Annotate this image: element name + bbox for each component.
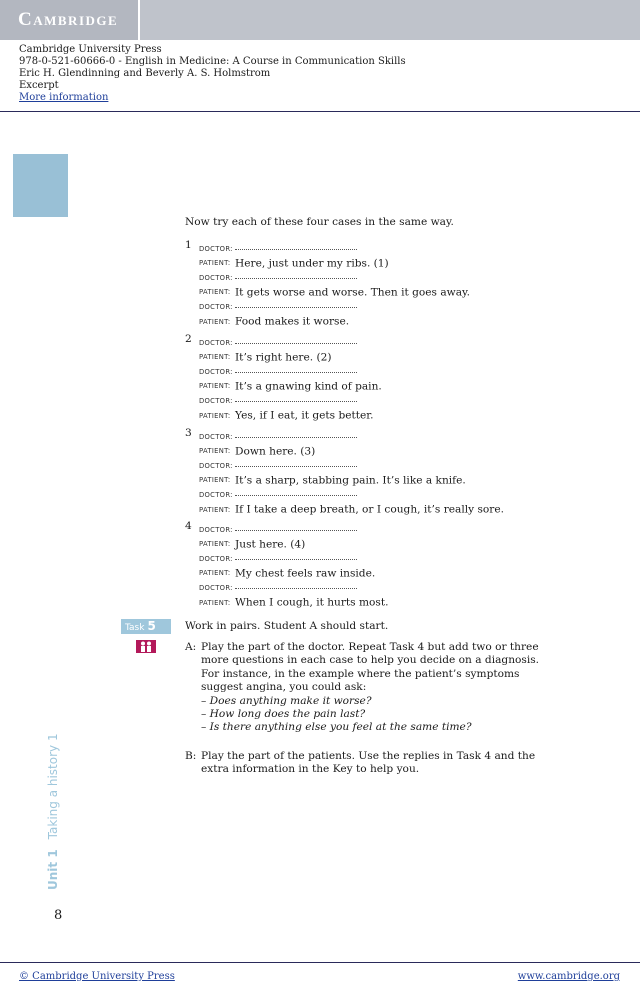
question-1: – Does anything make it worse?	[201, 694, 372, 707]
patient-label: PATIENT:	[199, 569, 231, 578]
cambridge-logo: Cambridge	[18, 9, 119, 30]
doctor-answer-blank[interactable]	[235, 524, 357, 531]
doctor-answer-blank[interactable]	[235, 431, 357, 438]
doctor-answer-blank[interactable]	[235, 489, 357, 496]
book-metadata	[19, 44, 406, 104]
question-3: – Is there anything else you feel at the same time?	[201, 721, 472, 734]
footer-divider	[0, 962, 640, 963]
patient-label: PATIENT:	[199, 353, 231, 362]
patient-label: PATIENT:	[199, 598, 231, 607]
patient-utterance: Here, just under my ribs. (1)	[235, 257, 389, 270]
doctor-label: DOCTOR:	[199, 525, 233, 534]
patient-utterance: It’s a gnawing kind of pain.	[235, 380, 382, 393]
doctor-label: DOCTOR:	[199, 554, 233, 563]
doctor-label: DOCTOR:	[199, 490, 233, 499]
unit-title: Taking a history 1	[46, 733, 60, 840]
case-3	[185, 427, 605, 515]
patient-line	[199, 441, 316, 458]
case-number: 3	[185, 427, 192, 439]
patient-label: PATIENT:	[199, 288, 231, 297]
doctor-line	[199, 548, 357, 562]
task-5-intro: Work in pairs. Student A should start.	[185, 620, 389, 632]
part-b-label: B:	[185, 750, 197, 762]
patient-label: PATIENT:	[199, 476, 231, 485]
part-b	[185, 750, 555, 777]
patient-line	[199, 405, 374, 422]
part-a	[185, 641, 555, 735]
task-5-badge	[121, 619, 171, 634]
doctor-label: DOCTOR:	[199, 273, 233, 282]
part-a-text: Play the part of the doctor. Repeat Task 4 but add two or three more questions in each case to help you decide on a diagnosis. For instance, in the example where the patient’s symptoms suggest angina, you could ask:	[201, 641, 540, 694]
patient-utterance: My chest feels raw inside.	[235, 567, 376, 580]
patient-utterance: It’s right here. (2)	[235, 351, 332, 364]
doctor-label: DOCTOR:	[199, 338, 233, 347]
patient-line	[199, 376, 382, 393]
doctor-answer-blank[interactable]	[235, 301, 357, 308]
doctor-label: DOCTOR:	[199, 432, 233, 441]
isbn-title: 978-0-521-60666-0 - English in Medicine: A Course in Communication Skills	[19, 56, 406, 67]
case-4	[185, 520, 605, 608]
patient-label: PATIENT:	[199, 540, 231, 549]
patient-label: PATIENT:	[199, 259, 231, 268]
patient-label: PATIENT:	[199, 505, 231, 514]
doctor-line	[199, 238, 357, 252]
patient-utterance: When I cough, it hurts most.	[235, 596, 389, 609]
patient-utterance: It gets worse and worse. Then it goes away.	[235, 286, 470, 299]
doctor-line	[199, 577, 357, 591]
authors: Eric H. Glendinning and Beverly A. S. Holmstrom	[19, 68, 271, 79]
doctor-line	[199, 426, 357, 440]
patient-line	[199, 499, 504, 516]
doctor-line	[199, 332, 357, 346]
task-number: 5	[147, 619, 156, 633]
task-label: Task	[125, 623, 145, 633]
unit-color-block	[13, 154, 68, 217]
doctor-line	[199, 296, 357, 310]
case-number: 2	[185, 333, 192, 345]
doctor-line	[199, 484, 357, 498]
doctor-answer-blank[interactable]	[235, 553, 357, 560]
patient-label: PATIENT:	[199, 447, 231, 456]
doctor-answer-blank[interactable]	[235, 366, 357, 373]
doctor-answer-blank[interactable]	[235, 460, 357, 467]
doctor-line	[199, 390, 357, 404]
patient-label: PATIENT:	[199, 317, 231, 326]
doctor-answer-blank[interactable]	[235, 337, 357, 344]
side-running-title	[46, 733, 60, 890]
doctor-answer-blank[interactable]	[235, 243, 357, 250]
doctor-label: DOCTOR:	[199, 396, 233, 405]
patient-utterance: Yes, if I eat, it gets better.	[235, 409, 374, 422]
patient-utterance: Food makes it worse.	[235, 315, 350, 328]
more-information-link[interactable]: More information	[19, 92, 109, 103]
patient-line	[199, 347, 332, 364]
case-1	[185, 239, 605, 327]
doctor-label: DOCTOR:	[199, 244, 233, 253]
patient-label: PATIENT:	[199, 382, 231, 391]
patient-line	[199, 563, 376, 580]
doctor-answer-blank[interactable]	[235, 395, 357, 402]
doctor-line	[199, 455, 357, 469]
case-number: 1	[185, 239, 192, 251]
page-number: 8	[54, 908, 63, 923]
part-a-label: A:	[185, 641, 197, 653]
top-banner	[0, 0, 640, 40]
website-link[interactable]: www.cambridge.org	[517, 971, 620, 982]
patient-line	[199, 470, 466, 487]
patient-line	[199, 534, 306, 551]
patient-label: PATIENT:	[199, 411, 231, 420]
header-divider	[0, 111, 640, 112]
case-2	[185, 333, 605, 421]
patient-utterance: If I take a deep breath, or I cough, it’s really sore.	[235, 503, 504, 516]
doctor-answer-blank[interactable]	[235, 272, 357, 279]
case-number: 4	[185, 520, 192, 532]
task-intro-text: Now try each of these four cases in the same way.	[185, 216, 454, 228]
doctor-label: DOCTOR:	[199, 583, 233, 592]
part-b-text: Play the part of the patients. Use the replies in Task 4 and the extra information in the Key to help you.	[201, 750, 536, 776]
doctor-line	[199, 519, 357, 533]
doctor-label: DOCTOR:	[199, 461, 233, 470]
question-2: – How long does the pain last?	[201, 708, 366, 721]
patient-line	[199, 592, 389, 609]
patient-line	[199, 311, 350, 328]
excerpt-label: Excerpt	[19, 80, 59, 91]
publisher: Cambridge University Press	[19, 44, 162, 55]
doctor-line	[199, 267, 357, 281]
doctor-label: DOCTOR:	[199, 302, 233, 311]
copyright-link[interactable]: © Cambridge University Press	[19, 971, 175, 982]
doctor-answer-blank[interactable]	[235, 582, 357, 589]
patient-utterance: It’s a sharp, stabbing pain. It’s like a knife.	[235, 474, 466, 487]
pair-work-icon	[136, 640, 156, 653]
patient-line	[199, 282, 470, 299]
patient-utterance: Just here. (4)	[235, 538, 306, 551]
unit-label: Unit 1	[46, 849, 60, 890]
patient-line	[199, 253, 389, 270]
doctor-line	[199, 361, 357, 375]
brand-box	[0, 0, 140, 40]
doctor-label: DOCTOR:	[199, 367, 233, 376]
patient-utterance: Down here. (3)	[235, 445, 316, 458]
